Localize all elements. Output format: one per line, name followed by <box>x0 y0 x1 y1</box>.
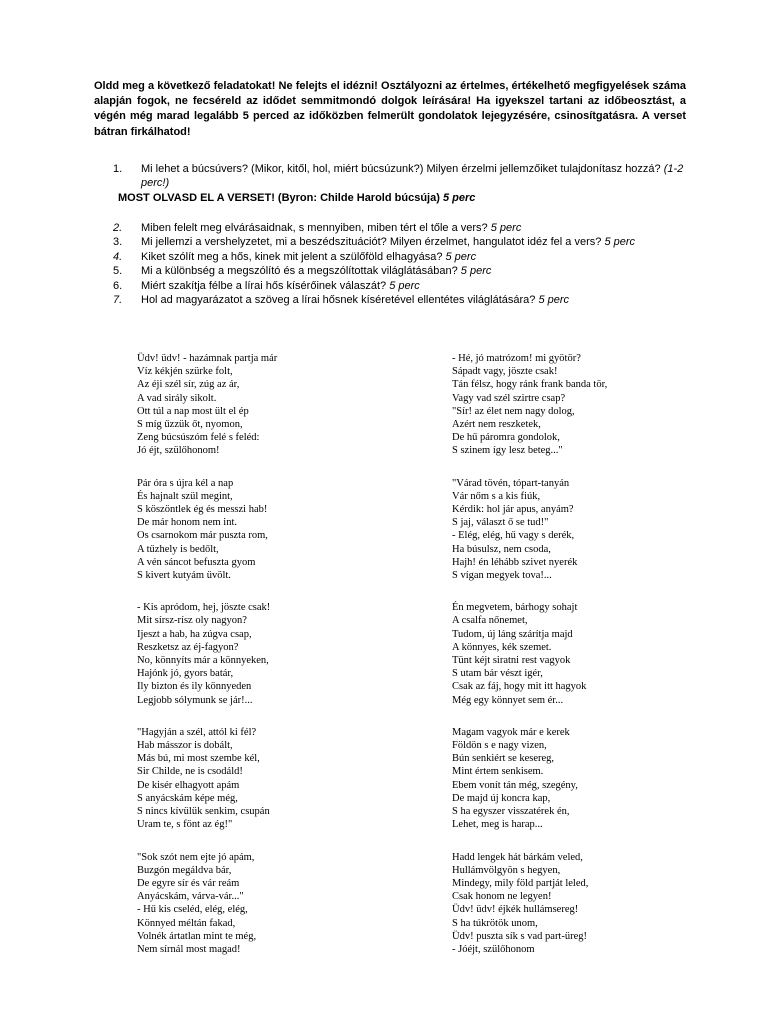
poem-line: Lehet, meg is harap... <box>452 819 543 831</box>
instructions-paragraph: Oldd meg a következő feladatokat! Ne felejts el idézni! Osztályozni az értelmes, értékelhető megfigyelések száma alapján fogok, ne fecséreld az idődet semmitmondó dolgok leírására! Ha igyekszel tartani az időbeosztást, a végén még marad legalább 5 perced az időközben felmerült gondolatok lejegyzésére, csinosítgatásra. A verset bátran firkálhatod! <box>94 80 686 138</box>
poem-line: A tűzhely is bedőlt, <box>137 543 219 555</box>
poem-line: Azért nem reszketek, <box>452 419 541 431</box>
poem-column-right <box>452 352 607 975</box>
question-text: Miért szakítja félbe a lírai hős kísérőinek válaszát? 5 perc <box>141 279 420 292</box>
poem-line: S ha egyszer visszatérek én, <box>452 806 570 818</box>
poem-line: Könnyed méltán fakad, <box>137 917 236 929</box>
poem-line: És hajnalt szül megint, <box>137 490 233 502</box>
poem-line: A vad sirály sikolt. <box>137 392 217 404</box>
poem-line: Anyácskám, várva-vár..." <box>137 891 244 903</box>
poem-line: Hadd lengek hát bárkám veled, <box>452 851 583 863</box>
poem-line: - Hé, jó matrózom! mi gyötör? <box>452 353 581 364</box>
poem-line: S vígan megyek tova!... <box>452 570 552 582</box>
poem-line: De már honom nem int. <box>137 517 238 529</box>
poem-line: De egyre sír és vár reám <box>137 877 240 889</box>
time-hint: 5 perc <box>442 192 476 204</box>
question-number: 6. <box>113 279 123 292</box>
poem-line: "Sok szót nem ejte jó apám, <box>137 851 255 863</box>
poem-line: Hab másszor is dobált, <box>137 740 233 752</box>
question-1 <box>94 162 694 191</box>
poem-line: S szinem így lesz beteg..." <box>452 445 563 457</box>
poem-line: Mindegy, mily föld partját leled, <box>452 877 589 889</box>
poem-line: S utam bár vészt igér, <box>452 668 543 680</box>
poem-line: Az éji szél sír, zúg az ár, <box>137 379 240 391</box>
poem-line: Sir Childe, ne is csodáld! <box>137 766 243 778</box>
poem-line: De majd új koncra kap, <box>452 792 551 804</box>
question-text: Mi a különbség a megszólító és a megszólítottak világlátásában? 5 perc <box>141 265 492 278</box>
poem-line: Vagy vad szél szirtre csap? <box>452 392 566 404</box>
poem-line: Vár nőm s a kis fiúk, <box>452 490 541 502</box>
poem-line: Mit sírsz-rísz oly nagyon? <box>137 615 247 627</box>
poem-line: Uram te, s fönt az ég!" <box>137 819 233 831</box>
poem-line: Tünt kéjt siratni rest vagyok <box>452 655 571 667</box>
poem-line: Hajh! én léhább szivet nyerék <box>452 556 578 568</box>
question-item <box>94 279 694 293</box>
poem-stanza <box>137 477 277 583</box>
poem-line: A vén sáncot befuszta gyom <box>137 556 256 568</box>
question-item <box>94 250 694 264</box>
poem-line: Üdv! üdv! - hazámnak partja már <box>137 353 278 364</box>
time-hint: 5 perc <box>460 265 492 278</box>
poem-line: Hajónk jó, gyors batár, <box>137 668 234 680</box>
read-instruction: MOST OLVASD EL A VERSET! (Byron: Childe Harold búcsúja) 5 perc <box>118 192 476 204</box>
question-number: 5. <box>113 265 123 278</box>
question-item <box>94 235 694 249</box>
poem-line: - Jóéjt, szülőhonom <box>452 943 535 955</box>
question-text: Hol ad magyarázatot a szöveg a lírai hősnek kíséretével ellentétes világlátására? 5 perc <box>141 294 570 307</box>
poem-column-left <box>137 352 277 975</box>
poem-stanza <box>137 352 277 458</box>
poem-line: Jó éjt, szülőhonom! <box>137 445 220 457</box>
question-text: Mi jellemzi a vershelyzetet, mi a beszédszituációt? Milyen érzelmet, hangulatot idéz fel a vers? 5 perc <box>141 236 636 249</box>
question-text: Mi lehet a búcsúvers? (Mikor, kitől, hol, miért búcsúzunk?) Milyen érzelmi jellemzőiket tulajdonítasz hozzá? (1-2 perc!) <box>141 163 684 190</box>
poem-line: S míg űzzük őt, nyomon, <box>137 419 243 431</box>
poem-line: S köszöntlek ég és messzi hab! <box>137 504 268 516</box>
poem-line: Víz kékjén szürke folt, <box>137 366 233 378</box>
question-number: 3. <box>113 236 123 249</box>
poem-stanza <box>137 601 277 707</box>
poem-line: "Hagyján a szél, attól ki fél? <box>137 726 257 738</box>
poem-line: Üdv! üdv! éjkék hullámsereg! <box>452 904 579 916</box>
question-item <box>94 293 694 307</box>
poem-line: Mint értem senkisem. <box>452 766 544 778</box>
poem-stanza <box>452 726 607 832</box>
poem-line: Más bú, mi most szembe kél, <box>137 753 260 765</box>
poem-stanza <box>452 352 607 458</box>
poem-line: - Kis apródom, hej, jöszte csak! <box>137 602 271 614</box>
poem-line: A könnyes, kék szemet. <box>452 641 552 653</box>
time-hint: 5 perc <box>445 250 477 263</box>
poem-line: Hullámvölgyön s hegyen, <box>452 864 561 876</box>
poem-line: Ott túl a nap most ült el ép <box>137 405 249 417</box>
poem-line: Reszketsz az éj-fagyon? <box>137 641 239 653</box>
poem-line: Legjobb sólymunk se jár!... <box>137 694 253 706</box>
poem-line: Ijeszt a hab, ha zúgva csap, <box>137 628 252 640</box>
poem-line: Pár óra s újra kél a nap <box>137 477 234 489</box>
poem-line: S jaj, választ ő se tud!" <box>452 517 549 529</box>
poem-line: Tudom, új láng szárítja majd <box>452 628 573 640</box>
poem-line: Magam vagyok már e kerek <box>452 726 570 738</box>
poem-line: Még egy könnyet sem ér... <box>452 694 564 706</box>
question-number: 2. <box>113 222 123 234</box>
poem-stanza <box>452 477 607 583</box>
time-hint: 5 perc <box>389 279 420 292</box>
poem-line: No, könnyíts már a könnyeken, <box>137 655 269 667</box>
poem-line: Csak az fáj, hogy mit itt hagyok <box>452 681 587 693</box>
poem-line: De kisér elhagyott apám <box>137 779 240 791</box>
poem-line: Sápadt vagy, jöszte csak! <box>452 366 558 378</box>
time-hint: 5 perc <box>538 294 570 307</box>
question-text: Kiket szólít meg a hős, kinek mit jelent a szülőföld elhagyása? 5 perc <box>141 250 477 263</box>
poem-line: Zeng búcsúszóm felé s feléd: <box>137 432 260 444</box>
poem-line: S kivert kutyám üvölt. <box>137 570 231 582</box>
poem-line: S ha túkrötök unom, <box>452 917 538 929</box>
poem-line: A csalfa nőnemet, <box>452 615 528 627</box>
poem-line: Üdv! puszta sík s vad part-üreg! <box>452 930 588 942</box>
poem-line: - Elég, elég, hű vagy s derék, <box>452 530 575 542</box>
poem-line: Ha búsulsz, nem csoda, <box>452 543 551 555</box>
poem-line: Ebem vonít tán még, szegény, <box>452 779 578 791</box>
poem-line: Buzgón megáldva bár, <box>137 864 232 876</box>
question-number: 4. <box>113 250 123 263</box>
poem-stanza <box>452 601 607 707</box>
poem-line: - Hű kis cseléd, elég, elég, <box>137 904 248 916</box>
poem-line: Csak honom ne legyen! <box>452 891 552 903</box>
poem-line: Volnék ártatlan mint te még, <box>137 930 257 942</box>
poem-line: S nincs kívülük senkim, csupán <box>137 806 270 818</box>
poem-line: Nem sírnál most magad! <box>137 943 241 955</box>
poem-line: Os csarnokom már puszta rom, <box>137 530 268 542</box>
poem-line: Földön s e nagy vizen, <box>452 740 547 752</box>
time-hint: 5 perc <box>604 236 636 249</box>
poem-line: Én megvetem, bárhogy sohajt <box>452 602 578 614</box>
poem-line: "Várad tövén, tópart-tanyán <box>452 477 570 489</box>
poem-line: Tán félsz, hogy ránk frank banda tör, <box>452 379 608 391</box>
poem-line: Kérdik: hol jár apus, anyám? <box>452 504 574 516</box>
question-number: 7. <box>113 294 123 307</box>
poem-line: S anyácskám képe még, <box>137 792 238 804</box>
question-number: 1. <box>113 163 123 175</box>
question-item <box>94 264 694 278</box>
question-item <box>94 221 694 235</box>
poem-stanza <box>452 851 607 957</box>
poem-line: "Sír! az élet nem nagy dolog, <box>452 405 575 417</box>
poem-stanza <box>137 851 277 957</box>
time-hint: (1-2 perc!) <box>141 163 684 190</box>
poem-stanza <box>137 726 277 832</box>
question-text: Miben felelt meg elvárásaidnak, s mennyiben, miben tért el tőle a vers? 5 perc <box>141 222 522 234</box>
poem-line: Bún senkiért se kesereg, <box>452 753 555 765</box>
question-list <box>94 221 694 307</box>
poem-line: De hű páromra gondolok, <box>452 432 560 444</box>
time-hint: 5 perc <box>490 222 522 234</box>
poem-line: Ily bizton és ily könnyeden <box>137 681 252 693</box>
